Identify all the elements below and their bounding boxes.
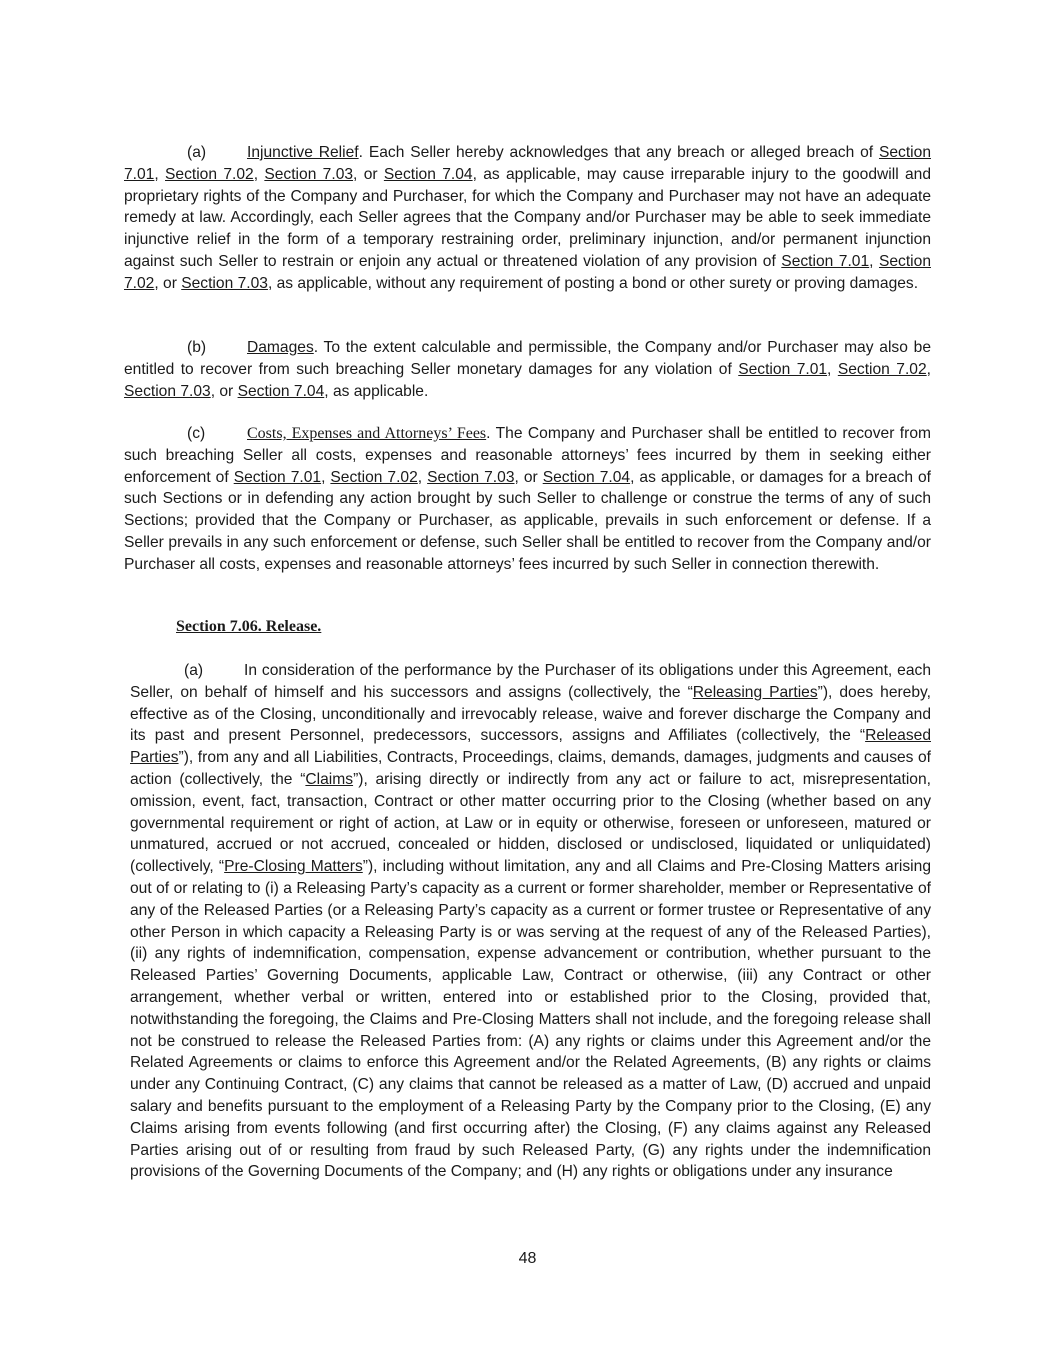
paragraph-label: (b) <box>187 339 207 356</box>
paragraph-text: , <box>321 468 331 486</box>
section-ref: Section 7.02 <box>165 165 254 183</box>
paragraph-text: , <box>869 252 879 270</box>
paragraph-text: In consideration of the performance by the Purchaser of its obligations under this Agreement, each Seller, on behalf of himself and his successors and assigns (collectively, the “ <box>130 662 931 701</box>
paragraph-text: , or <box>514 468 543 486</box>
paragraph-text: . Each Seller hereby acknowledges that any breach or alleged breach of <box>358 144 879 161</box>
section-ref: Section 7.01 <box>233 468 322 486</box>
defined-term: Released Parties <box>130 727 931 767</box>
paragraph-text: , <box>253 165 265 183</box>
paragraph-costs-fees <box>124 423 931 576</box>
paragraph-text: , as applicable, without any requirement of posting a bond or other surety or proving damages. <box>267 274 919 292</box>
paragraph-title: Damages <box>247 339 314 356</box>
paragraph-text: , <box>417 468 428 486</box>
section-ref: Section 7.04 <box>383 165 473 183</box>
paragraph-text: , as applicable, or damages for a breach of such Sections or in defending any action brought by such Seller to challenge or construe the terms of any of such Sections; provided that the Company or Purchaser, as applicable, prevails in such enforcement or defense. If a Seller prevails in any such enforcement or defense, such Seller shall be entitled to recover from the Company and/or Purchaser all costs, expenses and reasonable attorneys’ fees incurred by such Seller in connection therewith. <box>124 468 932 573</box>
section-ref: Section 7.03 <box>427 468 515 486</box>
paragraph-label: (c) <box>187 425 206 442</box>
section-ref: Section 7.01 <box>738 360 828 378</box>
section-ref: Section 7.02 <box>124 252 931 292</box>
paragraph-text: , or <box>154 274 182 292</box>
section-ref: Section 7.03 <box>124 382 211 400</box>
paragraph-label: (a) <box>187 144 207 161</box>
section-ref: Section 7.04 <box>237 382 325 400</box>
section-ref: Section 7.02 <box>330 468 418 486</box>
paragraph-text: ”), from any and all Liabilities, Contracts, Proceedings, claims, demands, damages, judgments and causes of action (collectively, the “ <box>130 749 931 788</box>
section-ref: Section 7.04 <box>542 468 631 486</box>
page-number: 48 <box>518 1250 537 1267</box>
paragraph-text: , <box>926 360 931 378</box>
paragraph-text: , as applicable. <box>324 382 429 400</box>
paragraph-label: (a) <box>184 662 204 679</box>
paragraph-text: ”), including without limitation, any and all Claims and Pre-Closing Matters arising out of or relating to (i) a Releasing Party’s capacity as a current or former shareholder, member or Representative of any of the Released Parties (or a Releasing Party’s capacity as a current or former trustee or Representative of any other Person in which capacity a Releasing Party is or was serving at the request of any of the Released Parties), (ii) any rights of indemnification, compensation, expense advancement or contribution, whether pursuant to the Released Parties’ Governing Documents, applicable Law, Contract or otherwise, (iii) any Contract or other arrangement, whether verbal or written, entered into or established prior to the Closing, provided that, notwithstanding the foregoing, the Claims and Pre-Closing Matters shall not include, and the foregoing release shall not be construed to release the Released Parties from: (A) any rights or claims under this Agreement and/or the Related Agreements or claims to enforce this Agreement and/or the Related Agreements, (B) any rights or claims under any Continuing Contract, (C) any claims that cannot be released as a matter of Law, (D) accrued and unpaid salary and benefits pursuant to the employment of a Releasing Party by the Company prior to the Closing, (E) any Claims arising from events following (and first occurring after) the Closing, (F) any claims against any Released Parties arising out of or resulting from fraud by such Released Party, (G) any rights under the indemnification provisions of the Governing Documents of the Company; and (H) any rights or obligations under any insurance <box>130 858 931 1181</box>
paragraph-text: , <box>827 360 838 378</box>
paragraph-text: ”), does hereby, effective as of the Closing, unconditionally and irrevocably release, waive and forever discharge the Company and its past and present Personnel, predecessors, successors, assigns and Affiliates (collectively, the “ <box>130 683 931 745</box>
paragraph-text: , as applicable, may cause irreparable injury to the goodwill and proprietary rights of the Company and Purchaser, for which the Company and Purchaser may not have an adequate remedy at law. Accordingly, each Seller agrees that the Company and/or Purchaser may be able to seek immediate injunctive relief in the form of a temporary restraining order, preliminary injunction, and/or permanent injunction against such Seller to restrain or enjoin any actual or threatened violation of any provision of <box>124 165 931 270</box>
defined-term: Claims <box>305 770 354 788</box>
defined-term: Releasing Parties <box>692 683 818 701</box>
section-ref: Section 7.03 <box>181 274 268 292</box>
section-ref: Section 7.03 <box>264 165 354 183</box>
paragraph-text: , or <box>353 165 384 183</box>
paragraph-text: ”), arising directly or indirectly from any act or failure to act, misrepresentation, omission, event, fact, transaction, Contract or other matter occurring prior to the Closing (whether based on any governmental requirement or right of action, at Law or in equity or otherwise, foreseen or unforeseen, matured or unmatured, accrued or not accrued, concealed or hidden, disclosed or undisclosed, liquidated or unliquidated) (collectively, “ <box>130 770 931 876</box>
paragraph-damages <box>124 337 931 402</box>
paragraph-release <box>130 660 931 1183</box>
paragraph-title: Costs, Expenses and Attorneys’ Fees <box>247 425 487 442</box>
paragraph-text: , <box>154 165 166 183</box>
section-ref: Section 7.01 <box>781 252 870 270</box>
paragraph-text: , or <box>210 382 238 400</box>
defined-term: Pre-Closing Matters <box>224 858 363 876</box>
section-heading: Section 7.06. Release. <box>176 618 322 635</box>
paragraph-title: Injunctive Relief <box>247 144 359 161</box>
paragraph-text: . The Company and Purchaser shall be entitled to recover from such breaching Seller all costs, expenses and reasonable attorneys’ fees incurred by them in seeking either enforcement of <box>124 425 931 486</box>
section-ref: Section 7.02 <box>837 360 927 378</box>
paragraph-injunctive-relief <box>124 142 931 295</box>
paragraph-text: . To the extent calculable and permissible, the Company and/or Purchaser may also be entitled to recover from such breaching Seller monetary damages for any violation of <box>124 339 931 378</box>
section-ref: Section 7.01 <box>124 144 931 183</box>
